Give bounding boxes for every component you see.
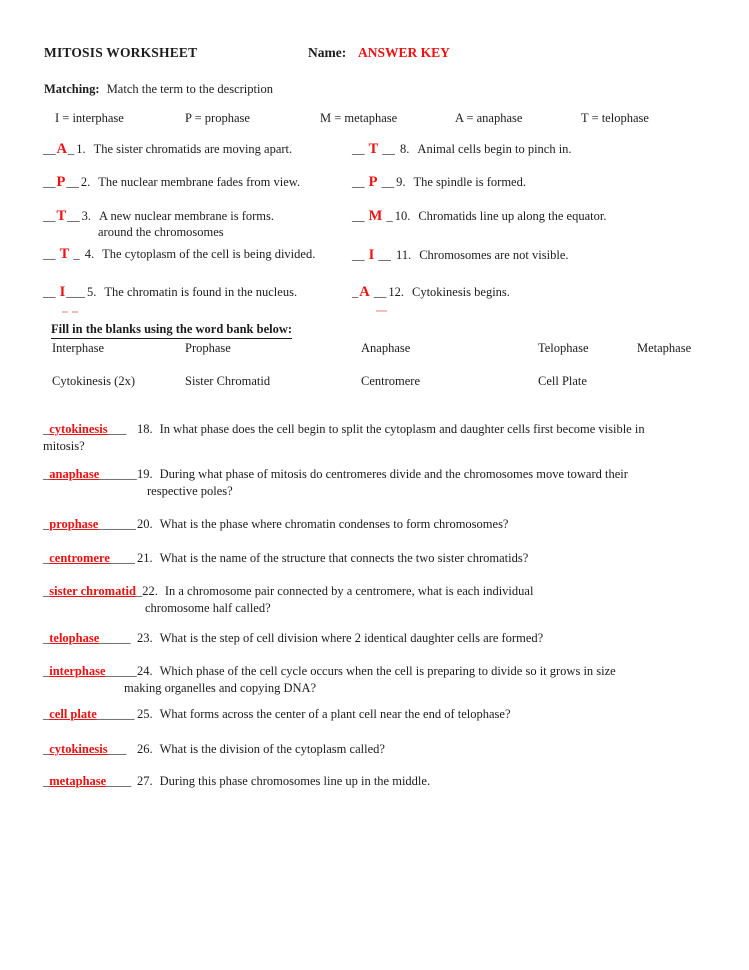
question-number: 22. [142, 584, 158, 598]
blank: _ [70, 247, 83, 261]
blank: __ [352, 175, 368, 189]
blank: ______ [98, 517, 136, 531]
word-bank-item-cytokinesis: Cytokinesis (2x) [52, 374, 135, 388]
scan-artifact-mark [62, 311, 68, 313]
key-item-anaphase: A = anaphase [455, 111, 523, 125]
question-text-line2: around the chromosomes [98, 225, 224, 239]
question-number: 4. [84, 247, 95, 261]
fill-question-18 [43, 421, 733, 455]
blank: _ [43, 422, 50, 436]
question-text: The nuclear membrane fades from view. [98, 175, 301, 189]
fill-question-25 [43, 706, 733, 723]
question-number: 23. [137, 631, 153, 645]
word-bank-item-cell-plate: Cell Plate [538, 374, 587, 388]
question-number: 19. [137, 467, 153, 481]
answer-letter: T [56, 208, 67, 224]
question-text: The sister chromatids are moving apart. [93, 142, 293, 156]
blank: __ [43, 175, 56, 189]
word-bank-item-sister-chromatid: Sister Chromatid [185, 374, 271, 388]
blank: ___ [66, 285, 86, 299]
blank: __ [352, 248, 368, 262]
answer-word: cytokinesis [49, 422, 108, 436]
blank: _ [43, 664, 50, 678]
question-text: What is the step of cell division where 2 identical daughter cells are formed? [159, 631, 544, 645]
answer-blank [43, 516, 137, 533]
blank: __ [43, 209, 56, 223]
question-text: In what phase does the cell begin to split the cytoplasm and daughter cells first become visible in [159, 422, 645, 436]
blank: _____ [99, 631, 131, 645]
question-text: Chromosomes are not visible. [419, 248, 569, 262]
key-item-metaphase: M = metaphase [320, 111, 398, 125]
question-text: Which phase of the cell cycle occurs when the cell is preparing to divide so it grows in size [159, 664, 616, 678]
question-text: The spindle is formed. [413, 175, 526, 189]
matching-item-4 [43, 246, 315, 262]
question-text: The cytoplasm of the cell is being divided. [102, 247, 316, 261]
word-bank-item-interphase: Interphase [52, 341, 105, 355]
question-number: 11. [396, 248, 412, 262]
answer-word: interphase [49, 664, 106, 678]
question-text-line2: mitosis? [43, 439, 85, 453]
scan-artifact-mark [376, 310, 387, 312]
question-text: During this phase chromosomes line up in the middle. [159, 774, 431, 788]
matching-item-2 [43, 174, 300, 190]
blank: ______ [99, 467, 137, 481]
answer-word: telophase [49, 631, 100, 645]
blank: _ [43, 774, 50, 788]
blank: __ [67, 209, 80, 223]
fill-question-20 [43, 516, 733, 533]
question-text: In a chromosome pair connected by a centromere, what is each individual [164, 584, 534, 598]
question-number: 9. [396, 175, 406, 189]
answer-blank [43, 706, 137, 723]
blank: _ [43, 707, 50, 721]
question-text: Animal cells begin to pinch in. [417, 142, 572, 156]
scan-artifact-mark [72, 311, 78, 313]
question-text: During what phase of mitosis do centromeres divide and the chromosomes move toward their [159, 467, 628, 481]
blank: _ [135, 584, 143, 598]
matching-heading-bold: Matching: [44, 82, 100, 96]
word-bank-item-prophase: Prophase [185, 341, 231, 355]
key-item-interphase: I = interphase [55, 111, 124, 125]
answer-blank [43, 583, 142, 600]
page-title: MITOSIS WORKSHEET [44, 45, 198, 60]
question-number: 18. [137, 422, 153, 436]
answer-blank [43, 466, 137, 483]
matching-item-3 [43, 208, 274, 240]
word-bank-item-centromere: Centromere [361, 374, 421, 388]
key-item-prophase: P = prophase [185, 111, 250, 125]
blank: _ [67, 142, 75, 156]
answer-letter: P [56, 174, 66, 190]
blank: _____ [105, 664, 137, 678]
question-text: A new nuclear membrane is forms. [99, 209, 274, 223]
question-text: What is the division of the cytoplasm called? [159, 742, 385, 756]
question-number: 26. [137, 742, 153, 756]
matching-heading-rest: Match the term to the description [106, 82, 273, 96]
answer-blank [43, 663, 137, 680]
answer-letter: T [368, 141, 379, 157]
question-number: 2. [80, 175, 91, 189]
blank: _ [43, 517, 50, 531]
blank: _ [43, 631, 50, 645]
answer-word: prophase [49, 517, 99, 531]
question-text-line2: respective poles? [147, 484, 233, 498]
question-number: 12. [388, 285, 404, 299]
question-number: 3. [81, 209, 92, 223]
matching-item-9 [352, 174, 526, 190]
blank: ____ [109, 551, 135, 565]
fill-question-22 [43, 583, 733, 617]
blank: __ [379, 142, 399, 156]
question-text-line2: chromosome half called? [145, 601, 271, 615]
word-bank-item-telophase: Telophase [538, 341, 589, 355]
question-number: 25. [137, 707, 153, 721]
blank: _ [383, 209, 393, 223]
question-text: What is the phase where chromatin condenses to form chromosomes? [159, 517, 509, 531]
question-number: 1. [76, 142, 86, 156]
key-item-telophase: T = telophase [581, 111, 649, 125]
answer-blank [43, 421, 137, 438]
answer-word: cytokinesis [49, 742, 108, 756]
blank: __ [352, 209, 368, 223]
question-text-line2: making organelles and copying DNA? [124, 681, 317, 695]
blank: ___ [107, 422, 127, 436]
blank: __ [43, 285, 59, 299]
question-text: What is the name of the structure that connects the two sister chromatids? [159, 551, 529, 565]
blank: __ [378, 175, 395, 189]
answer-letter: T [59, 246, 70, 262]
answer-word: metaphase [49, 774, 107, 788]
blank: __ [43, 142, 56, 156]
question-number: 27. [137, 774, 153, 788]
matching-heading [44, 82, 273, 97]
fill-question-24 [43, 663, 733, 697]
answer-letter: I [59, 284, 66, 300]
fill-question-23 [43, 630, 733, 647]
question-number: 24. [137, 664, 153, 678]
answer-word: centromere [49, 551, 110, 565]
name-label: Name: [308, 45, 347, 60]
blank: __ [375, 248, 395, 262]
blank: ____ [106, 774, 132, 788]
answer-letter: P [368, 174, 378, 190]
answer-word: sister chromatid [49, 584, 136, 598]
blank: __ [66, 175, 79, 189]
blank: __ [370, 285, 387, 299]
blank: __ [43, 247, 59, 261]
answer-blank [43, 741, 137, 758]
question-text: The chromatin is found in the nucleus. [104, 285, 298, 299]
matching-item-1 [43, 141, 292, 157]
blank: _ [43, 742, 50, 756]
answer-letter: M [368, 208, 383, 224]
answer-word: cell plate [49, 707, 97, 721]
question-text: What forms across the center of a plant cell near the end of telophase? [159, 707, 511, 721]
answer-word: anaphase [49, 467, 100, 481]
matching-item-8 [352, 141, 572, 157]
fill-question-26 [43, 741, 733, 758]
matching-item-11 [352, 247, 569, 263]
fill-question-21 [43, 550, 733, 567]
word-bank-item-anaphase: Anaphase [361, 341, 411, 355]
answer-letter: A [359, 284, 370, 300]
blank: ___ [107, 742, 127, 756]
answer-letter: I [368, 247, 375, 263]
blank: _ [43, 584, 50, 598]
fill-question-19 [43, 466, 733, 500]
question-number: 20. [137, 517, 153, 531]
question-number: 10. [394, 209, 411, 223]
matching-item-5 [43, 284, 297, 300]
fill-heading: Fill in the blanks using the word bank below: [51, 322, 292, 339]
question-number: 5. [87, 285, 97, 299]
word-bank-item-metaphase: Metaphase [637, 341, 692, 355]
answer-letter: A [56, 141, 67, 157]
blank: _ [43, 467, 50, 481]
fill-question-27 [43, 773, 733, 790]
blank: _ [352, 285, 359, 299]
answer-blank [43, 550, 137, 567]
answer-blank [43, 773, 137, 790]
answer-key-value: ANSWER KEY [358, 45, 450, 60]
matching-item-12 [352, 284, 510, 300]
matching-item-10 [352, 208, 606, 224]
question-number: 21. [137, 551, 153, 565]
question-number: 8. [400, 142, 410, 156]
question-text: Cytokinesis begins. [411, 285, 510, 299]
blank: _ [43, 551, 50, 565]
question-text: Chromatids line up along the equator. [418, 209, 607, 223]
blank: __ [352, 142, 368, 156]
answer-blank [43, 630, 137, 647]
blank: ______ [96, 707, 135, 721]
